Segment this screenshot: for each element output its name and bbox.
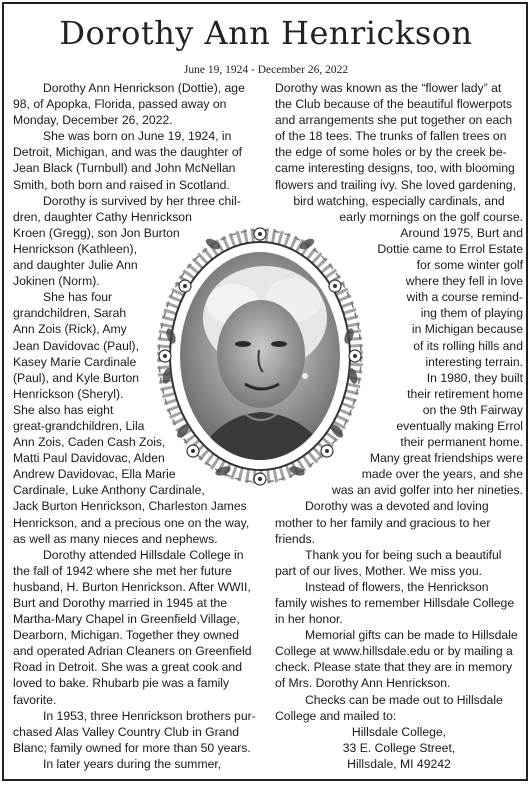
text-line: of Mrs. Dorothy Ann Henrickson. [275, 676, 451, 691]
text-line: Detroit, Michigan, and was the daughter of [13, 145, 242, 160]
text-line: came interesting designs, too, with blooming [275, 161, 515, 176]
text-line: great-grandchildren, Lila [13, 418, 145, 433]
text-line: bird watching, especially cardinals, and [293, 193, 505, 208]
text-line: of its rolling hills and [413, 338, 523, 353]
text-line: She has four [43, 290, 113, 305]
text-line: Hillsdale College, [351, 724, 447, 739]
text-line: dren, daughter Cathy Henrickson [13, 209, 192, 224]
text-line: loved to bake. Rhubarb pie was a family [13, 676, 230, 691]
text-line: grandchildren, Sarah [13, 306, 127, 321]
text-line: eventually making Errol [396, 418, 523, 433]
text-line: and daughter Julie Ann [13, 258, 138, 273]
text-line: She also has eight [13, 402, 114, 417]
text-line: Burt and Dorothy married in 1945 at the [13, 596, 228, 610]
text-line: College and mailed to: [275, 708, 397, 723]
text-line: Kasey Marie Cardinale [13, 354, 137, 369]
text-line: and arrangements she put together on each [275, 113, 513, 128]
text-line: made over the years, and she [361, 467, 523, 482]
text-line: Henrickson (Sheryl). [13, 386, 124, 401]
text-line: the fall of 1942 where she met her future [13, 563, 232, 578]
text-line: Road in Detroit. She was a great cook and [13, 660, 242, 675]
obituary-title: Dorothy Ann Henrickson [59, 14, 473, 52]
text-line: Dorothy was a devoted and loving [305, 499, 489, 514]
text-line: (Paul), and Kyle Burton [13, 370, 140, 385]
text-line: Andrew Davidovac, Ella Marie [13, 467, 176, 482]
text-line: Henrickson (Kathleen), [13, 241, 137, 256]
text-line: their permanent home. [400, 435, 523, 450]
text-line: 33 E. College Street, [342, 740, 456, 755]
text-line: Monday, December 26, 2022. [13, 113, 173, 128]
obituary-dates: June 19, 1924 - December 26, 2022 [183, 64, 349, 76]
text-line: She was born on June 19, 1924, in [43, 129, 232, 144]
text-line: Blanc; family owned for more than 50 years. [13, 740, 251, 755]
text-line: Dearborn, Michigan. Together they owned [13, 628, 240, 643]
text-line: Jean Davidovac (Paul), [13, 338, 139, 353]
text-line: Hillsdale, MI 49242 [347, 756, 451, 771]
text-line: College at www.hillsdale.edu or by mailing a [275, 644, 513, 659]
text-line: Dorothy is survived by her three chil- [43, 193, 241, 208]
text-line: mother to her family and gracious to her [275, 515, 491, 530]
text-line: on the 9th Fairway [422, 402, 523, 417]
text-line: Smith, both born and raised in Scotland. [13, 177, 230, 192]
text-line: Memorial gifts can be made to Hillsdale [305, 628, 518, 643]
text-line: Dorothy attended Hillsdale College in [43, 547, 244, 562]
text-line: where they fell in love [405, 274, 523, 289]
text-line: Henrickson, and a precious one on the way, [13, 515, 250, 530]
text-line: favorite. [13, 692, 57, 707]
text-line: Instead of flowers, the Henrickson [305, 579, 489, 594]
text-line: Matti Paul Davidovac, Alden [13, 451, 165, 466]
text-line: chased Alas Valley Country Club in Grand [13, 724, 240, 739]
text-line: In later years during the summer, [43, 756, 222, 771]
text-line: 98, of Apopka, Florida, passed away on [13, 97, 227, 112]
text-line: the edge of some holes or by the creek be- [275, 145, 507, 160]
text-line: and operated Adrian Cleaners on Greenfield [13, 644, 252, 659]
text-line: Dorothy Ann Henrickson (Dottie), age [43, 81, 245, 95]
text-line: was an avid golfer into her nineties. [331, 483, 523, 498]
text-line: check. Please state that they are in memory [275, 660, 513, 675]
text-line: for some winter golf [416, 258, 523, 273]
text-line: Cardinale, Luke Anthony Cardinale, [13, 483, 205, 498]
text-line: ing them of playing [420, 306, 523, 321]
text-line: their retirement home [407, 386, 523, 401]
text-line: interesting terrain. [425, 354, 523, 369]
text-line: of the 18 tees. The trunks of fallen trees on [275, 129, 507, 144]
text-line: in Michigan because [411, 322, 523, 337]
portrait-photo [153, 226, 367, 486]
text-line: Kroen (Gregg), son Jon Burton [13, 225, 180, 240]
text-line: Ann Zois, Caden Cash Zois, [13, 435, 166, 450]
text-line: Dorothy was known as the “flower lady” at [275, 81, 502, 95]
text-line: In 1953, three Henrickson brothers pur- [43, 708, 256, 723]
text-line: Jack Burton Henrickson, Charleston James [13, 499, 247, 514]
text-line: in her honor. [275, 612, 343, 627]
floral-wreath-frame [153, 226, 367, 486]
text-line: as well as many nieces and nephews. [13, 531, 218, 546]
text-line: Ann Zois (Rick), Amy [13, 322, 127, 337]
text-line: part of our lives, Mother. We miss you. [275, 563, 483, 578]
text-line: Dottie came to Errol Estate [377, 241, 523, 256]
text-line: Many great friendships were [369, 451, 523, 466]
text-line: early mornings on the golf course. [339, 209, 523, 224]
text-line: Jokinen (Norm). [13, 274, 100, 289]
text-line: with a course remind- [406, 290, 523, 305]
text-line: Jean Black (Turnbull) and John McNellan [13, 161, 236, 176]
text-line: In 1980, they built [426, 370, 523, 385]
text-line: the Club because of the beautiful flowerpots [275, 97, 513, 112]
text-line: Checks can be made out to Hillsdale [305, 692, 503, 707]
text-line: Martha-Mary Chapel in Greenfield Village, [13, 612, 240, 627]
text-line: friends. [275, 531, 315, 546]
text-line: Around 1975, Burt and [400, 225, 523, 240]
text-line: flowers and trailing ivy. She loved gardening, [275, 177, 516, 192]
text-line: husband, H. Burton Henrickson. After WWII, [13, 579, 251, 594]
text-line: family wishes to remember Hillsdale College [275, 596, 515, 610]
text-line: Thank you for being such a beautiful [305, 547, 502, 562]
